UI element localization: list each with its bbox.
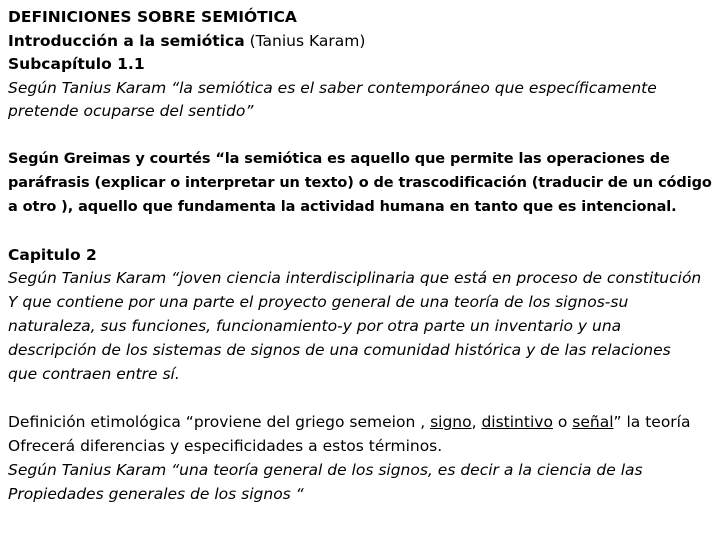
karam-quote-2-line-2: Y que contiene por una parte el proyecto general de una teoría de los signos-su bbox=[8, 293, 629, 311]
karam-quote-3-line-2: Propiedades generales de los signos “ bbox=[8, 485, 304, 503]
greimas-definition-line-3: a otro ), aquello que fundamenta la actividad humana en tanto que es intencional. bbox=[8, 199, 677, 215]
subchapter-heading: Subcapítulo 1.1 bbox=[8, 55, 145, 73]
greimas-definition-line-1: Según Greimas y courtés “la semiótica es aquello que permite las operaciones de bbox=[8, 151, 670, 167]
etymology-separator-2: o bbox=[552, 413, 573, 431]
document-title: DEFINICIONES SOBRE SEMIÓTICA bbox=[8, 8, 297, 26]
karam-quote-3-line-1: Según Tanius Karam “una teoría general de los signos, es decir a la ciencia de las bbox=[8, 461, 643, 479]
karam-quote-2-line-3: naturaleza, sus funciones, funcionamiento-y por otra parte un inventario y una bbox=[8, 317, 622, 335]
etymology-word-signo: signo bbox=[430, 413, 472, 431]
etymology-word-senal: señal bbox=[572, 413, 614, 431]
greimas-definition-line-2: paráfrasis (explicar o interpretar un texto) o de trascodificación (traducir de un código bbox=[8, 175, 712, 191]
karam-quote-2-line-5: que contraen entre sí. bbox=[8, 365, 180, 383]
etymology-text: Definición etimológica “proviene del griego semeion , bbox=[8, 413, 431, 431]
etymology-separator-1: , bbox=[471, 413, 482, 431]
intro-heading bbox=[8, 30, 365, 52]
intro-heading-author: (Tanius Karam) bbox=[244, 32, 366, 50]
intro-heading-bold: Introducción a la semiótica bbox=[8, 32, 245, 50]
etymology-text-end: ” la teoría bbox=[613, 413, 691, 431]
karam-quote-2-line-1: Según Tanius Karam “joven ciencia interdisciplinaria que está en proceso de constitución bbox=[8, 269, 702, 287]
chapter-2-heading: Capitulo 2 bbox=[8, 246, 97, 264]
etymology-definition bbox=[8, 411, 690, 433]
ofrecera-line: Ofrecerá diferencias y especificidades a estos términos. bbox=[8, 437, 443, 455]
karam-quote-1-line-2: pretende ocuparse del sentido” bbox=[8, 102, 254, 120]
etymology-word-distintivo: distintivo bbox=[481, 413, 553, 431]
karam-quote-2-line-4: descripción de los sistemas de signos de una comunidad histórica y de las relaciones bbox=[8, 341, 671, 359]
karam-quote-1-line-1: Según Tanius Karam “la semiótica es el saber contemporáneo que específicamente bbox=[8, 79, 657, 97]
